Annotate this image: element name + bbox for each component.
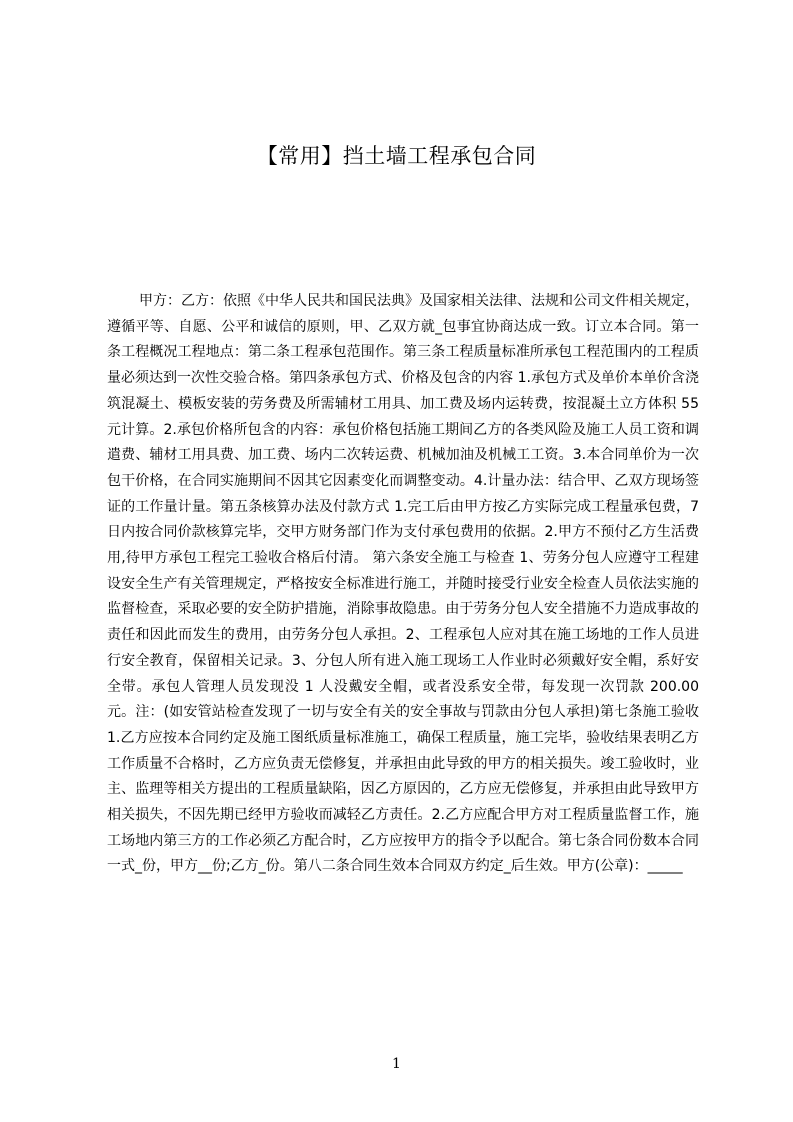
document-title: 【常用】挡土墙工程承包合同 [256, 144, 537, 168]
contract-body-text: 甲方：乙方：依照《中华人民共和国民法典》及国家相关法律、法规和公司文件相关规定，遵循平等、自愿、公平和诚信的原则，甲、乙双方就_包事宜协商达成一致。订立本合同。第一条工程概况工程地点：第二条工程承包范围作。第三条工程质量标准所承包工程范围内的工程质量必须达到一次性交验合格。第四条承包方式、价格及包含的内容 1.承包方式及单价本单价含浇筑混凝土、模板安装的劳务费及所需辅材工用具、加工费及场内运转费，按混凝土立方体积 55 元计算。2.承包价格所包含的内容：承包价格包括施工期间乙方的各类风险及施工人员工资和调遣费、辅材工用具费、加工费、场内二次转运费、机械加油及机械工工资。3.本合同单价为一次包干价格，在合同实施期间不因其它因素变化而调整变动。4.计量办法：结合甲、乙双方现场签证的工作量计量。第五条核算办法及付款方式 1.完工后由甲方按乙方实际完成工程量承包费，7 日内按合同价款核算完毕，交甲方财务部门作为支付承包费用的依据。2.甲方不预付乙方生活费用,待甲方承包工程完工验收合格后付清。 第六条安全施工与检查 1、劳务分包人应遵守工程建设安全生产有关管理规定，严格按安全标准进行施工，并随时接受行业安全检查人员依法实施的监督检查，采取必要的安全防护措施，消除事故隐患。由于劳务分包人安全措施不力造成事故的责任和因此而发生的费用，由劳务分包人承担。2、工程承包人应对其在施工场地的工作人员进行安全教育，保留相关记录。3、分包人所有进入施工现场工人作业时必须戴好安全帽，系好安全带。承包人管理人员发现没 1 人没戴安全帽，或者没系安全带，每发现一次罚款 200.00 元。注：(如安管站检查发现了一切与安全有关的安全事故与罚款由分包人承担)第七条施工验收 1.乙方应按本合同约定及施工图纸质量标准施工，确保工程质量，施工完毕，验收结果表明乙方工作质量不合格时，乙方应负责无偿修复，并承担由此导致的甲方的相关损失。竣工验收时，业主、监理等相关方提出的工程质量缺陷，因乙方原因的，乙方应无偿修复，并承担由此导致甲方相关损失，不因先期已经甲方验收而减轻乙方责任。2.乙方应配合甲方对工程质量监督工作，施工场地内第三方的工作必须乙方配合时，乙方应按甲方的指令予以配合。第七条合同份数本合同一式_份，甲方__份;乙方_份。第八二条合同生效本合同双方约定_后生效。甲方(公章)：_____ [107, 293, 699, 875]
page-number: 1 [392, 1056, 401, 1072]
